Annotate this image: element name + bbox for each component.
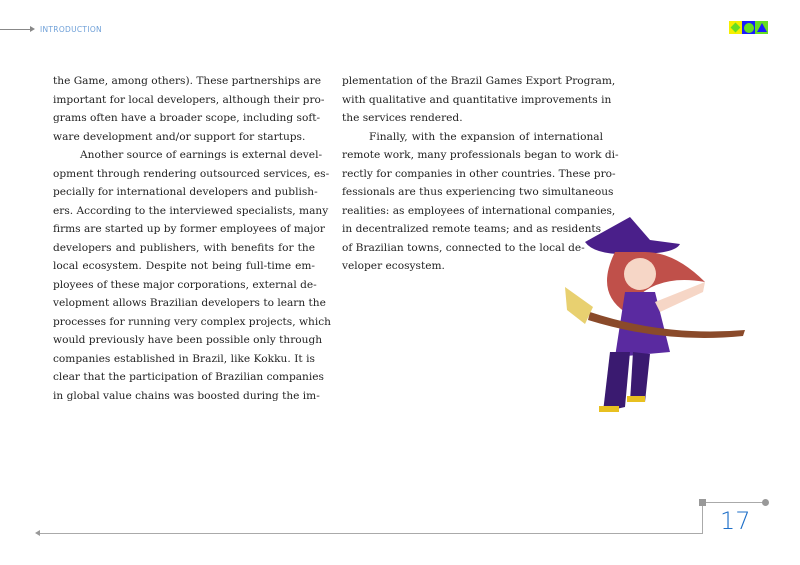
text-line: the Game, among others). These partnerships are (53, 75, 322, 87)
text-line: processes for running very complex projects, which (53, 315, 331, 328)
text-line: rectly for companies in other countries. These pro- (342, 167, 616, 180)
text-line: opment through rendering outsourced services, es- (53, 167, 330, 180)
page-number: 17 (720, 507, 751, 535)
brand-logo (729, 21, 768, 34)
text-line: clear that the participation of Brazilian companies (53, 371, 324, 383)
text-line: ployees of these major corporations, external de- (53, 278, 317, 291)
square-marker-icon (699, 499, 706, 506)
text-line: firms are started up by former employees of major (53, 223, 325, 235)
witch-illustration (555, 212, 750, 422)
diamond-icon (729, 21, 742, 34)
text-line: plementation of the Brazil Games Export Program, (342, 75, 616, 87)
text-line: ware development and/or support for startups. (53, 130, 306, 143)
text-column-left (53, 72, 331, 405)
header-rule (0, 29, 30, 30)
text-line: ers. According to the interviewed specialists, many (53, 204, 329, 217)
footer-rule-vertical (702, 502, 703, 534)
circle-icon (742, 21, 755, 34)
text-line: veloper ecosystem. (342, 260, 445, 272)
footer-rule-top (703, 502, 765, 503)
text-line: developers and publishers, with benefits for the (53, 241, 315, 254)
dot-marker-icon (762, 499, 769, 506)
text-line: important for local developers, although their pro- (53, 93, 325, 106)
text-line: local ecosystem. Despite not being full-time em- (53, 260, 315, 272)
footer-rule (40, 533, 703, 534)
text-line: fessionals are thus experiencing two simultaneous (342, 186, 614, 198)
text-line: would previously have been possible only through (53, 334, 323, 346)
text-line: realities: as employees of international companies, (342, 204, 616, 217)
text-line: with qualitative and quantitative improvements in (342, 93, 612, 106)
text-line: Another source of earnings is external devel- (80, 149, 323, 161)
text-line: remote work, many professionals began to work di- (342, 149, 619, 161)
text-line: companies established in Brazil, like Kokku. It is (53, 352, 315, 365)
text-line: grams often have a broader scope, including soft- (53, 112, 321, 124)
triangle-icon (755, 21, 768, 34)
text-line: in global value chains was boosted during the im- (53, 389, 320, 402)
header-arrow-icon (30, 26, 35, 32)
text-line: of Brazilian towns, connected to the local de- (342, 241, 585, 254)
text-line: in decentralized remote teams; and as residents (342, 223, 602, 235)
text-line: the services rendered. (342, 112, 463, 124)
text-line: pecially for international developers and publish- (53, 186, 318, 198)
text-line: velopment allows Brazilian developers to learn the (53, 297, 326, 309)
text-line: Finally, with the expansion of international (369, 130, 603, 143)
section-title: INTRODUCTION (40, 25, 102, 34)
